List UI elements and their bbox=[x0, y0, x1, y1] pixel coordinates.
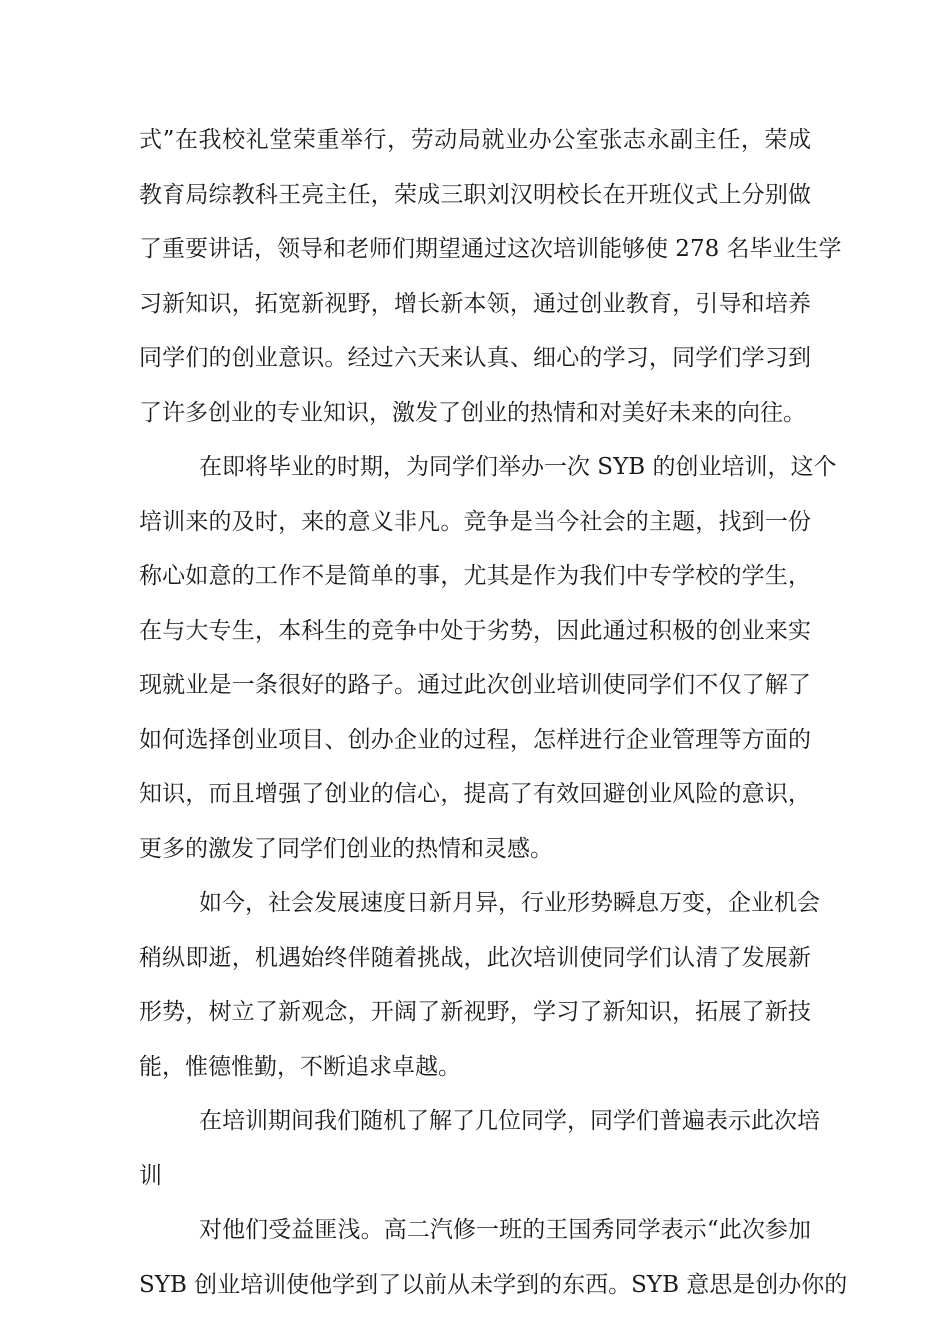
text-line: 了许多创业的专业知识，激发了创业的热情和对美好未来的向往。 bbox=[139, 399, 806, 426]
text-line: 称心如意的工作不是简单的事，尤其是作为我们中专学校的学生， bbox=[139, 563, 811, 589]
text-line: 式”在我校礼堂荣重举行，劳动局就业办公室张志永副主任，荣成 bbox=[139, 127, 811, 153]
text-line: 了重要讲话，领导和老师们期望通过这次培训能够使 278 名毕业生学 bbox=[139, 236, 842, 262]
text-line: 教育局综教科王亮主任，荣成三职刘汉明校长在开班仪式上分别做 bbox=[139, 181, 811, 208]
paragraph-first-line: 在即将毕业的时期，为同学们举办一次 SYB 的创业培训，这个 bbox=[199, 454, 837, 480]
paragraph-first-line: 如今，社会发展速度日新月异，行业形势瞬息万变，企业机会 bbox=[199, 890, 820, 916]
text-line: 能，惟德惟勤，不断追求卓越。 bbox=[139, 1053, 461, 1080]
text-line: 培训来的及时，来的意义非凡。竞争是当今社会的主题，找到一份 bbox=[139, 508, 811, 535]
text-line: 在与大专生，本科生的竞争中处于劣势，因此通过积极的创业来实 bbox=[139, 617, 811, 644]
paragraph-first-line: 在培训期间我们随机了解了几位同学，同学们普遍表示此次培 bbox=[199, 1108, 820, 1134]
paragraph-first-line: 对他们受益匪浅。高二汽修一班的王国秀同学表示“此次参加 bbox=[199, 1217, 811, 1243]
text-line: 如何选择创业项目、创办企业的过程，怎样进行企业管理等方面的 bbox=[139, 726, 811, 753]
text-line: 更多的激发了同学们创业的热情和灵感。 bbox=[139, 835, 553, 862]
text-line: 稍纵即逝，机遇始终伴随着挑战，此次培训使同学们认清了发展新 bbox=[139, 944, 811, 971]
text-line: 现就业是一条很好的路子。通过此次创业培训使同学们不仅了解了 bbox=[139, 672, 811, 698]
document-body bbox=[139, 121, 848, 1320]
text-line: 同学们的创业意识。经过六天来认真、细心的学习，同学们学习到 bbox=[139, 345, 811, 371]
text-line: SYB 创业培训使他学到了以前从未学到的东西。SYB 意思是创办你的 bbox=[139, 1271, 848, 1298]
text-line: 知识，而且增强了创业的信心，提高了有效回避创业风险的意识， bbox=[139, 781, 811, 807]
text-line: 习新知识，拓宽新视野，增长新本领，通过创业教育，引导和培养 bbox=[139, 290, 811, 317]
text-line: 形势，树立了新观念，开阔了新视野，学习了新知识，拓展了新技 bbox=[139, 999, 811, 1025]
text-line: 训 bbox=[139, 1162, 162, 1189]
